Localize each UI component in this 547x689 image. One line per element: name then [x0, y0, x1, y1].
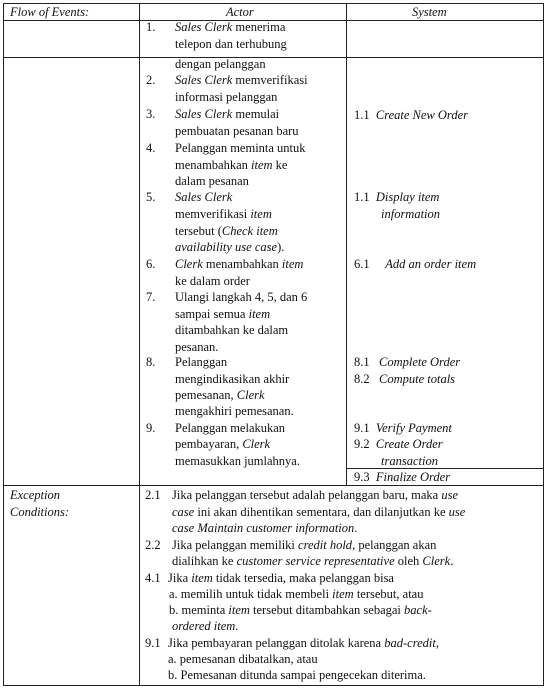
text-run: tidak tersedia, maka pelanggan bisa	[212, 571, 394, 585]
actor-step-line	[175, 224, 278, 239]
system-step-1-1b: 1.1 Display item	[354, 190, 440, 204]
text-run: pemesanan,	[175, 388, 237, 402]
system-step-1-1a: 1.1 Create New Order	[354, 108, 468, 122]
text-run: Clerk	[175, 257, 203, 271]
text-run: .	[354, 521, 358, 535]
text-run: Pelanggan meminta untuk	[175, 141, 306, 155]
text-run: pesanan.	[175, 340, 219, 354]
actor-step-line	[175, 340, 218, 355]
text-run: availability use case	[175, 240, 278, 254]
text-run: b. meminta	[169, 603, 229, 617]
exception-line	[172, 554, 453, 569]
text-run: Jika pembayaran pelanggan ditolak karena	[168, 636, 385, 650]
text-run: pembayaran,	[175, 437, 243, 451]
table-top-border	[3, 3, 544, 4]
system-column-header: System	[412, 5, 447, 19]
text-run: Pelanggan	[175, 355, 228, 369]
actor-step-number: 3.	[146, 107, 156, 121]
text-run: use	[448, 505, 466, 519]
text-run: Clerk	[242, 437, 271, 451]
text-run: Check item	[221, 224, 278, 238]
actor-step-line	[175, 355, 227, 370]
exception-line	[168, 571, 394, 586]
text-run: informasi pelanggan	[175, 90, 278, 104]
text-run: item	[191, 571, 213, 585]
text-run: Jika	[168, 571, 192, 585]
actor-step-line	[175, 274, 250, 289]
actor-step-line	[175, 240, 284, 255]
text-run: pembuatan pesanan baru	[175, 124, 299, 138]
text-run: item	[248, 307, 271, 321]
label-column-divider	[139, 3, 140, 686]
text-run: ke dalam order	[175, 274, 250, 288]
exception-line	[169, 587, 423, 602]
text-run: .	[235, 619, 239, 633]
actor-step-line	[175, 437, 270, 452]
text-run: dengan pelanggan	[175, 57, 266, 71]
text-run: ordered item	[172, 619, 236, 633]
system-step-8-1: 8.1 Complete Order	[354, 355, 461, 369]
text-run: telepon dan terhubung	[175, 37, 287, 51]
text-run: Ulangi langkah 4, 5, dan 6	[175, 290, 308, 304]
actor-step-line	[175, 37, 287, 52]
exception-number: 4.1	[145, 571, 161, 585]
text-run: item	[251, 158, 273, 172]
exception-line	[169, 603, 432, 618]
actor-step-line	[175, 73, 308, 88]
actor-step-number: 5.	[146, 190, 156, 204]
actor-step-number: 4.	[146, 141, 156, 155]
text-run: , pelanggan akan	[352, 538, 437, 552]
system-step-9-1: 9.1 Verify Payment	[354, 421, 452, 435]
conditions-label: Conditions:	[10, 505, 70, 519]
text-run: item	[281, 257, 304, 271]
flow-of-events-label: Flow of Events:	[10, 5, 90, 19]
text-run: memverifikasi	[175, 207, 251, 221]
exception-line	[168, 636, 439, 651]
text-run: mengakhiri pemesanan.	[175, 404, 294, 418]
exception-number: 9.1	[145, 636, 161, 650]
text-run: item	[228, 603, 250, 617]
actor-step-line	[175, 307, 270, 322]
text-run: menerima	[232, 20, 286, 34]
exception-line	[172, 488, 458, 503]
text-run: Jika pelanggan memiliki	[172, 538, 299, 552]
actor-step-line	[175, 90, 277, 105]
actor-step-number: 6.	[146, 257, 156, 271]
actor-step-line	[175, 20, 285, 35]
text-run: tersebut ditambahkan sebagai	[249, 603, 405, 617]
exception-line	[168, 668, 426, 683]
text-run: ke	[272, 158, 288, 172]
actor-step-line	[175, 107, 279, 122]
exception-number: 2.2	[145, 538, 161, 552]
text-run: memverifikasi	[232, 73, 308, 87]
table-bottom-border	[3, 685, 544, 686]
text-run: use	[441, 488, 459, 502]
system-step-9-3: 9.3 Finalize Order	[354, 470, 451, 484]
text-run: back-	[404, 603, 432, 617]
text-run: customer service representative	[236, 554, 395, 568]
table-left-border	[3, 3, 4, 686]
actor-step-line	[175, 323, 288, 338]
actor-step-number: 7.	[146, 290, 156, 304]
system-step-6-1: 6.1 Add an order item	[354, 257, 477, 271]
system-step-1-1b-cont: information	[381, 207, 441, 221]
table-right-border	[543, 3, 544, 686]
system-step-divider	[346, 468, 544, 469]
text-run: Sales Clerk	[175, 20, 233, 34]
text-run: Clerk	[236, 388, 265, 402]
exception-line	[172, 538, 436, 553]
actor-step-line	[175, 454, 300, 469]
exception-line	[168, 652, 318, 667]
actor-step-line	[175, 141, 306, 156]
text-run: item	[250, 207, 272, 221]
text-run: case	[172, 505, 195, 519]
text-run: credit hold	[298, 538, 353, 552]
exception-line	[172, 505, 465, 520]
text-run: tersebut, atau	[353, 587, 424, 601]
text-run: oleh	[394, 554, 423, 568]
exception-number: 2.1	[145, 488, 161, 502]
text-run: b. Pemesanan ditunda sampai pengecekan diterima.	[168, 668, 426, 682]
actor-system-divider	[346, 3, 347, 486]
system-step-8-2: 8.2 Compute totals	[354, 372, 456, 386]
actor-column-header: Actor	[226, 5, 254, 19]
actor-step-line	[175, 404, 294, 419]
actor-step-number: 8.	[146, 355, 156, 369]
text-run: tersebut (	[175, 224, 222, 238]
actor-step-line	[175, 290, 307, 305]
actor-step-number: 1.	[146, 20, 156, 34]
system-step-9-2-cont: transaction	[381, 454, 438, 468]
exception-divider	[3, 485, 544, 486]
text-run: menambahkan	[175, 158, 252, 172]
text-run: dalam pesanan	[175, 174, 249, 188]
system-step-9-2: 9.2 Create Order	[354, 437, 443, 451]
actor-step-line	[175, 388, 265, 403]
actor-step-line	[175, 124, 299, 139]
text-run: dialihkan ke	[172, 554, 237, 568]
text-run: ).	[277, 240, 285, 254]
text-run: Jika pelanggan tersebut adalah pelanggan baru, maka	[172, 488, 442, 502]
actor-step-line	[175, 421, 285, 436]
text-run: menambahkan	[202, 257, 282, 271]
text-run: ,	[435, 636, 439, 650]
text-run: Sales Clerk	[175, 73, 233, 87]
actor-step-number: 9.	[146, 421, 156, 435]
text-run: Clerk	[422, 554, 451, 568]
text-run: .	[450, 554, 454, 568]
text-run: bad-credit	[384, 636, 436, 650]
actor-step-line	[175, 207, 272, 222]
actor-step-line	[175, 174, 249, 189]
text-run: item	[332, 587, 354, 601]
actor-step-line	[175, 372, 289, 387]
actor-step-line	[175, 57, 266, 72]
exception-line	[172, 521, 357, 536]
text-run: Pelanggan melakukan	[175, 421, 286, 435]
row-divider-1	[3, 57, 544, 58]
text-run: Sales Clerk	[175, 107, 233, 121]
text-run: memulai	[232, 107, 280, 121]
text-run: case Maintain customer information	[172, 521, 355, 535]
exception-label: Exception	[10, 488, 60, 502]
actor-step-line	[175, 158, 287, 173]
exception-line	[172, 619, 238, 634]
text-run: memasukkan jumlahnya.	[175, 454, 300, 468]
text-run: mengindikasikan akhir	[175, 372, 290, 386]
text-run: a. pemesanan dibatalkan, atau	[168, 652, 318, 666]
text-run: a. memilih untuk tidak membeli	[169, 587, 333, 601]
text-run: ditambahkan ke dalam	[175, 323, 289, 337]
text-run: Sales Clerk	[175, 190, 233, 204]
actor-step-line	[175, 257, 303, 272]
text-run: sampai semua	[175, 307, 249, 321]
actor-step-line	[175, 190, 232, 205]
actor-step-number: 2.	[146, 73, 156, 87]
text-run: ini akan dihentikan sementara, dan dilanjutkan ke	[194, 505, 449, 519]
